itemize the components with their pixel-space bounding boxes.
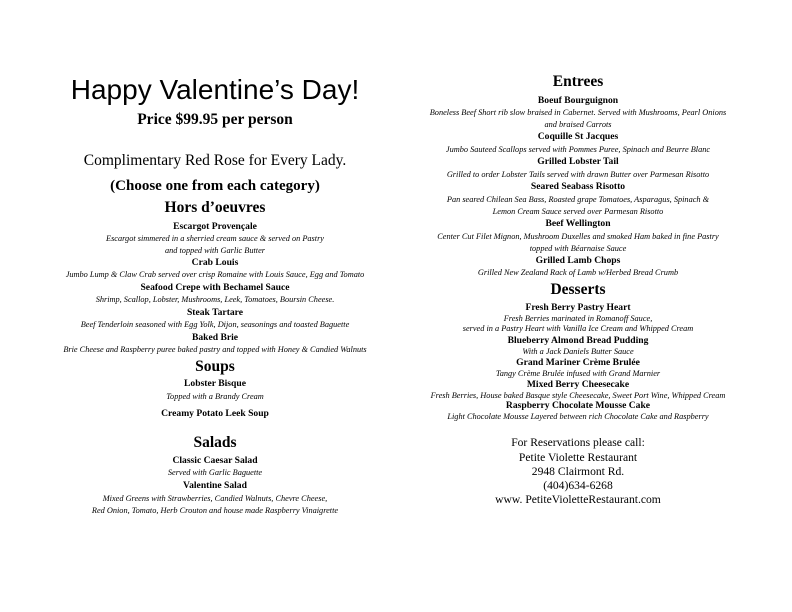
desserts-heading: Desserts	[550, 281, 606, 298]
menu-item-desc: Shrimp, Scallop, Lobster, Mushrooms, Leek, Tomatoes, Boursin Cheese.	[95, 295, 335, 304]
menu-item-desc: topped with Béarnaise Sauce	[529, 244, 627, 253]
restaurant-name: Petite Violette Restaurant	[518, 451, 638, 464]
menu-title: Happy Valentine’s Day!	[70, 74, 360, 105]
menu-item-desc: and braised Carrots	[544, 120, 612, 129]
menu-item-desc: Tangy Crème Brulée infused with Grand Marnier	[495, 369, 661, 378]
menu-item-name: Coquille St Jacques	[537, 131, 619, 142]
menu-item-desc: Mixed Greens with Strawberries, Candied Walnuts, Chevre Cheese,	[102, 494, 328, 503]
menu-item-desc: Beef Tenderloin seasoned with Egg Yolk, Dijon, seasonings and toasted Baguette	[80, 320, 350, 329]
menu-item-name: Classic Caesar Salad	[172, 455, 258, 466]
entrees-heading: Entrees	[552, 73, 604, 90]
menu-item-desc: Boneless Beef Short rib slow braised in Cabernet. Served with Mushrooms, Pearl Onions	[429, 108, 727, 117]
menu-item-name: Crab Louis	[191, 257, 239, 268]
reservations-call-line: For Reservations please call:	[511, 436, 645, 449]
complimentary-line: Complimentary Red Rose for Every Lady.	[83, 152, 347, 169]
menu-item-desc: Escargot simmered in a sherried cream sauce & served on Pastry	[106, 234, 324, 243]
menu-item-desc: Topped with a Brandy Cream	[166, 392, 264, 401]
menu-item-name: Blueberry Almond Bread Pudding	[507, 335, 649, 346]
menu-item-name: Beef Wellington	[545, 218, 611, 229]
menu-item-name: Steak Tartare	[186, 307, 244, 318]
menu-item-desc: and topped with Garlic Butter	[164, 246, 266, 255]
menu-item-desc: Pan seared Chilean Sea Bass, Roasted grape Tomatoes, Asparagus, Spinach &	[446, 195, 710, 204]
menu-item-desc: Center Cut Filet Mignon, Mushroom Duxelles and smoked Ham baked in fine Pastry	[437, 232, 719, 241]
restaurant-address: 2948 Clairmont Rd.	[531, 465, 625, 478]
menu-item-desc: Jumbo Lump & Claw Crab served over crisp Romaine with Louis Sauce, Egg and Tomato	[65, 270, 365, 279]
menu-item-desc: Fresh Berries, House baked Basque style Cheesecake, Sweet Port Wine, Whipped Cream	[430, 391, 726, 400]
restaurant-phone: (404)634-6268	[543, 479, 613, 492]
choose-instructions: (Choose one from each category)	[110, 178, 320, 194]
menu-item-desc: Lemon Cream Sauce served over Parmesan Risotto	[492, 207, 664, 216]
menu-item-name: Seared Seabass Risotto	[530, 181, 626, 192]
menu-item-desc: Served with Garlic Baguette	[167, 468, 263, 477]
menu-item-desc: Light Chocolate Mousse Layered between rich Chocolate Cake and Raspberry	[447, 412, 709, 421]
menu-item-desc: Brie Cheese and Raspberry puree baked pastry and topped with Honey & Candied Walnuts	[63, 345, 367, 354]
menu-item-desc: Red Onion, Tomato, Herb Crouton and house made Raspberry Vinaigrette	[91, 506, 339, 515]
hors-doeuvres-heading: Hors d’oeuvres	[164, 199, 266, 216]
price-line: Price $99.95 per person	[137, 111, 293, 128]
menu-item-name: Valentine Salad	[183, 480, 247, 491]
menu-item-name: Escargot Provençale	[173, 221, 257, 232]
menu-item-name: Mixed Berry Cheesecake	[526, 379, 630, 390]
menu-item-name: Grand Mariner Crème Brulée	[516, 357, 640, 368]
menu-item-desc: served in a Pastry Heart with Vanilla Ice Cream and Whipped Cream	[462, 324, 694, 333]
menu-item-name: Raspberry Chocolate Mousse Cake	[505, 400, 651, 411]
menu-item-name: Grilled Lamb Chops	[535, 255, 621, 266]
menu-item-desc: Grilled to order Lobster Tails served with drawn Butter over Parmesan Risotto	[446, 170, 710, 179]
menu-item-name: Lobster Bisque	[184, 378, 246, 389]
menu-item-desc: With a Jack Daniels Butter Sauce	[522, 347, 634, 356]
menu-item-name: Grilled Lobster Tail	[537, 156, 619, 167]
menu-item-desc: Jumbo Sauteed Scallops served with Pommes Puree, Spinach and Beurre Blanc	[445, 145, 711, 154]
menu-item-name: Fresh Berry Pastry Heart	[525, 302, 631, 313]
menu-item-desc: Fresh Berries marinated in Romanoff Sauce,	[503, 314, 653, 323]
menu-item-desc: Grilled New Zealand Rack of Lamb w/Herbed Bread Crumb	[477, 268, 679, 277]
menu-item-name: Baked Brie	[191, 332, 239, 343]
menu-item-name: Seafood Crepe with Bechamel Sauce	[140, 282, 290, 293]
soups-heading: Soups	[195, 358, 235, 375]
menu-item-name: Creamy Potato Leek Soup	[161, 408, 269, 419]
salads-heading: Salads	[193, 434, 237, 451]
menu-item-name: Boeuf Bourguignon	[537, 95, 619, 106]
restaurant-website: www. PetiteVioletteRestaurant.com	[495, 493, 661, 506]
